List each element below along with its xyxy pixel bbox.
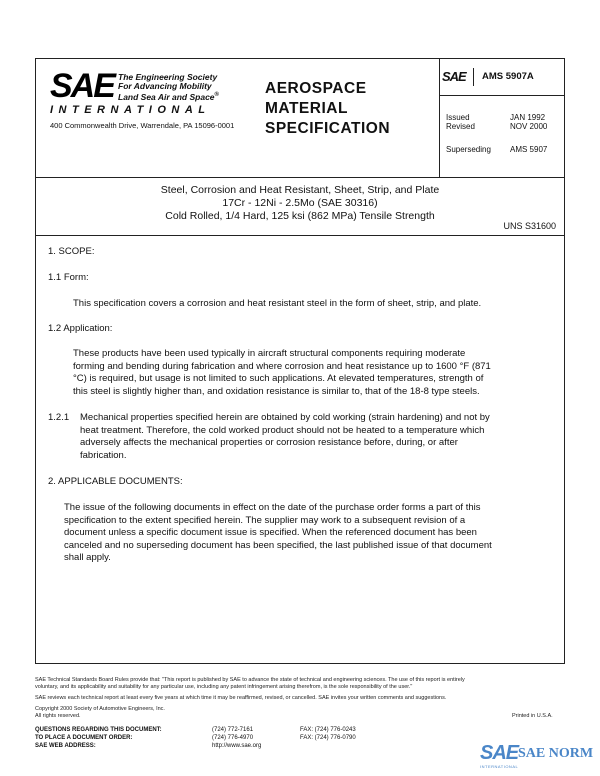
section-1-2-1-text: Mechanical properties specified herein are obtained by cold working (strain hardening) and not by heat treatment. Therefore, the cold worked product should not be heated to a temperature which adversely affects the mechanical properties or corrosion resistance before, during, or after fabrication.	[80, 412, 490, 461]
sae-small-logo: SAE	[442, 68, 474, 86]
section-1-heading: 1. SCOPE:	[48, 246, 95, 257]
order-phone[interactable]: (724) 776-4970	[212, 735, 254, 741]
ams-number: AMS 5907A	[482, 71, 534, 82]
footer-copyright: Copyright 2000 Society of Automotive Engineers, Inc.	[35, 706, 165, 712]
footer-rules-line-2: voluntary, and its applicability and suitability for any particular use, including any patent infringement arising therefrom, is the sole responsibility of the user."	[35, 684, 413, 690]
sae-logo: SAE	[50, 67, 114, 105]
spec-title-block	[261, 59, 439, 177]
spec-title: AEROSPACE MATERIAL SPECIFICATION	[265, 80, 391, 137]
watermark-sub: INTERNATIONAL	[480, 764, 519, 769]
section-2-heading: 2. APPLICABLE DOCUMENTS:	[48, 476, 183, 487]
uns-number: UNS S31600	[503, 221, 556, 231]
watermark-sae: SAE	[480, 742, 519, 764]
logo-international: INTERNATIONAL	[50, 104, 211, 116]
sae-norm-watermark-logo	[480, 742, 594, 770]
order-label: TO PLACE A DOCUMENT ORDER:	[35, 735, 133, 741]
section-1-2-1-number: 1.2.1	[48, 412, 70, 423]
spec-id-block	[439, 59, 565, 177]
subject-line-3: Cold Rolled, 1/4 Hard, 125 ksi (862 MPa) Tensile Strength	[165, 210, 435, 222]
order-fax: FAX: (724) 776-0790	[300, 735, 356, 741]
revised-label: Revised	[446, 122, 475, 131]
subject-line-1: Steel, Corrosion and Heat Resistant, Sheet, Strip, and Plate	[160, 184, 440, 196]
sae-address: 400 Commonwealth Drive, Warrendale, PA 15096-0001	[50, 121, 235, 130]
superseding-label: Superseding	[446, 145, 491, 154]
section-1-1-text: This specification covers a corrosion and heat resistant steel in the form of sheet, strip, and plate.	[73, 298, 482, 309]
issued-value: JAN 1992	[510, 113, 546, 122]
questions-phone[interactable]: (724) 772-7161	[212, 727, 254, 733]
section-2-text: The issue of the following documents in effect on the date of the purchase order forms a part of this specification to the extent specified herein. The supplier may work to a subsequent revision of a document unless a specific document issue is specified. When the referenced document has been canceled and no superseding document has been specified, the last published issue of that document shall apply.	[64, 502, 492, 563]
issued-label: Issued	[446, 113, 470, 122]
footer-printed: Printed in U.S.A.	[512, 713, 553, 719]
subject-block	[36, 177, 564, 236]
web-label: SAE WEB ADDRESS:	[35, 743, 96, 749]
subject-line-2: 17Cr - 12Ni - 2.5Mo (SAE 30316)	[222, 197, 378, 209]
section-1-2-text: These products have been used typically in aircraft structural components requiring moderate forming and bending during fabrication and where corrosion and heat resistance up to 1600 °F (871 °C) is required, but usage is not limited to such applications. At elevated temperatures, strength of this steel is slightly higher than, and oxidation resistance is similar to, that of the 18-8 type steels.	[73, 348, 491, 397]
footer-rules-line-1: SAE Technical Standards Board Rules provide that: "This report is published by SAE to advance the state of technical and engineering sciences. The use of this report is entirely	[35, 677, 465, 683]
ams-number-row	[440, 59, 565, 96]
watermark-norm: SAE NORM	[518, 746, 594, 761]
document-header	[36, 59, 564, 178]
web-url-link[interactable]: http://www.sae.org	[212, 743, 262, 749]
questions-fax: FAX: (724) 776-0243	[300, 727, 356, 733]
sae-logo-block	[36, 59, 261, 177]
footer-rights: All rights reserved.	[35, 713, 81, 719]
superseding-value: AMS 5907	[510, 145, 548, 154]
footer-review-line: SAE reviews each technical report at least every five years at which time it may be reaffirmed, revised, or cancelled. SAE invites your written comments and suggestions.	[35, 695, 447, 701]
logo-tagline: The Engineering Society For Advancing Mobility Land Sea Air and Space®	[118, 72, 219, 102]
revised-value: NOV 2000	[510, 122, 548, 131]
section-1-1-heading: 1.1 Form:	[48, 272, 89, 283]
questions-label: QUESTIONS REGARDING THIS DOCUMENT:	[35, 727, 162, 733]
section-1-2-heading: 1.2 Application:	[48, 323, 113, 334]
